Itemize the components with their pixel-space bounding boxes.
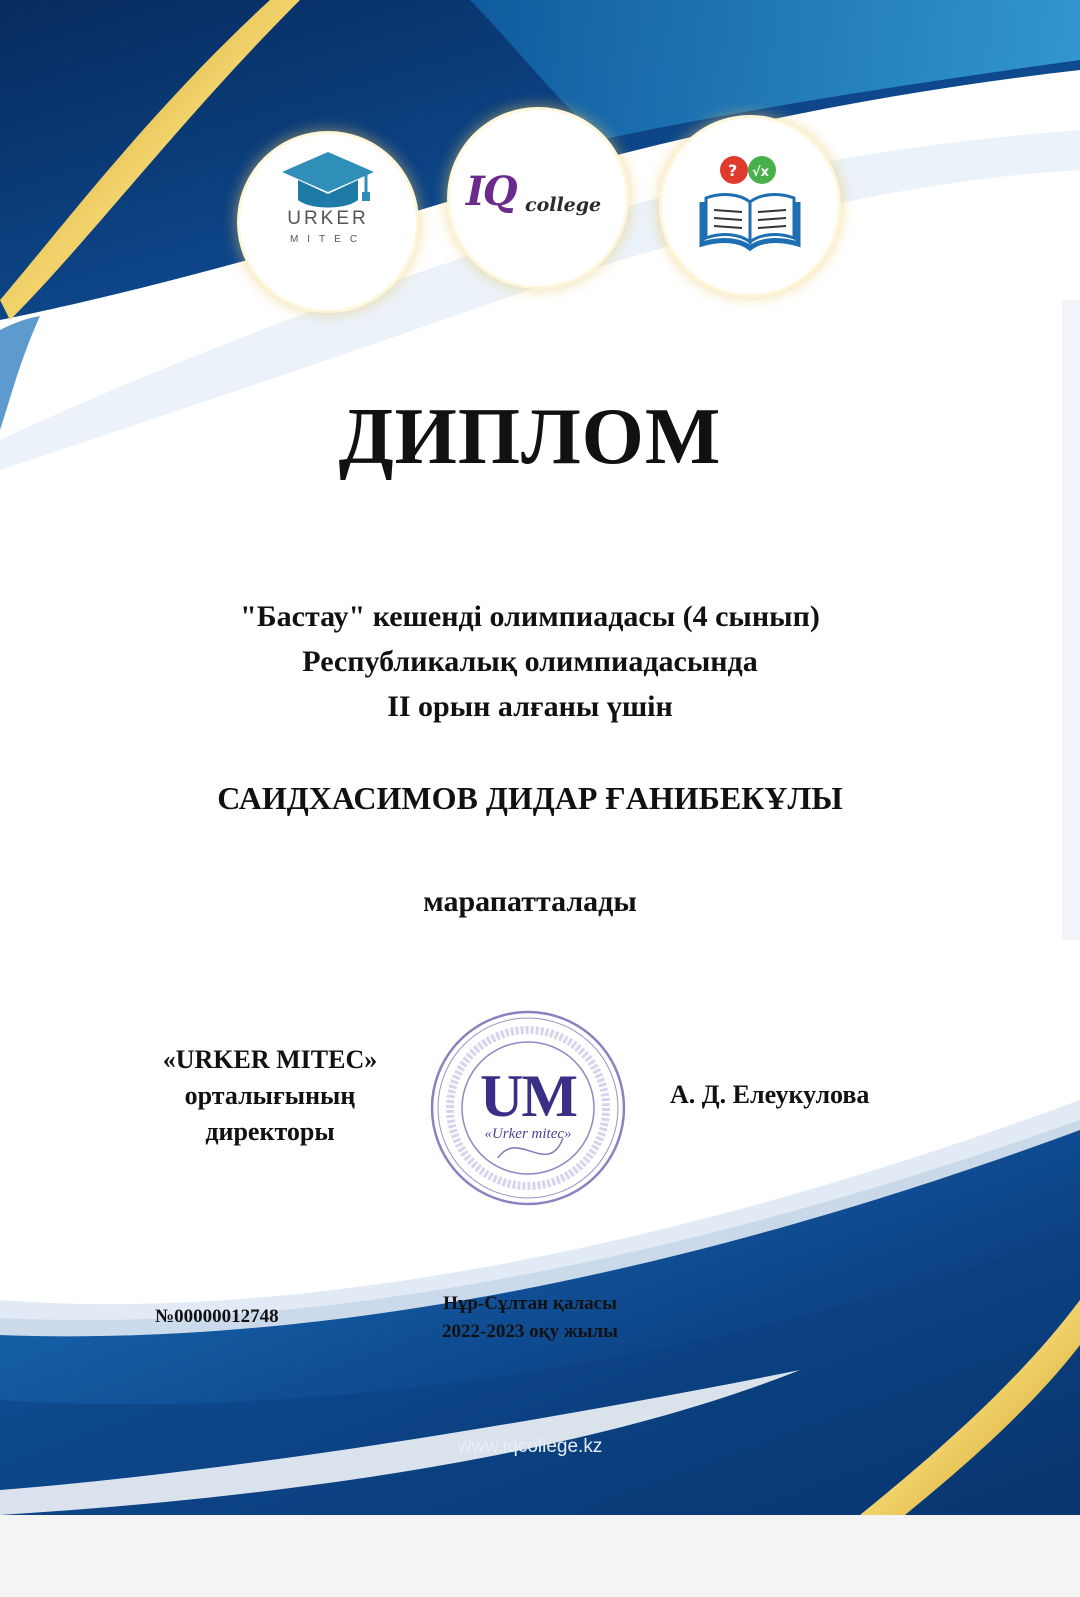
signatory-name: А. Д. Елеукулова: [670, 1080, 870, 1109]
logo-college-text: college: [525, 194, 602, 216]
diploma-title: ДИПЛОМ: [338, 393, 722, 481]
open-book-icon: [662, 118, 838, 294]
logo-urker-text: URKER: [287, 208, 369, 229]
director-org: «URKER MITEC»: [162, 1045, 378, 1074]
website-link[interactable]: www.iqcollege.kz: [457, 1436, 603, 1457]
iq-college-logo: [450, 110, 626, 286]
seal-name: «Urker mitec»: [484, 1126, 572, 1142]
olympiad-level: Республикалық олимпиадасында: [302, 645, 758, 678]
svg-text:√x: √x: [752, 165, 770, 180]
recipient-name: САИДХАСИМОВ ДИДАР ҒАНИБЕКҰЛЫ: [217, 780, 843, 816]
director-position: директоры: [205, 1117, 335, 1146]
diploma-number: №00000012748: [155, 1306, 279, 1327]
seal-initials: UM: [480, 1063, 576, 1129]
director-title: [140, 1042, 400, 1150]
logo-row: [0, 0, 1080, 320]
svg-text:?: ?: [728, 161, 738, 180]
urker-mitec-logo: [240, 134, 416, 310]
director-org-genitive: орталығының: [184, 1081, 356, 1110]
olympiad-name: "Бастау" кешенді олимпиадасы (4 сынып): [240, 600, 820, 633]
academic-year: 2022-2023 оқу жылы: [442, 1321, 618, 1342]
logo-iq-text: IQ: [466, 168, 516, 215]
open-book-logo: [662, 118, 838, 294]
official-seal: [428, 1008, 628, 1208]
logo-mitec-text: MITEC: [289, 234, 367, 245]
place-awarded: II орын алғаны үшін: [387, 690, 673, 723]
issue-city: Нұр-Сұлтан қаласы: [443, 1293, 617, 1314]
issue-place: [400, 1290, 660, 1346]
awarded-text: марапатталады: [423, 885, 637, 918]
